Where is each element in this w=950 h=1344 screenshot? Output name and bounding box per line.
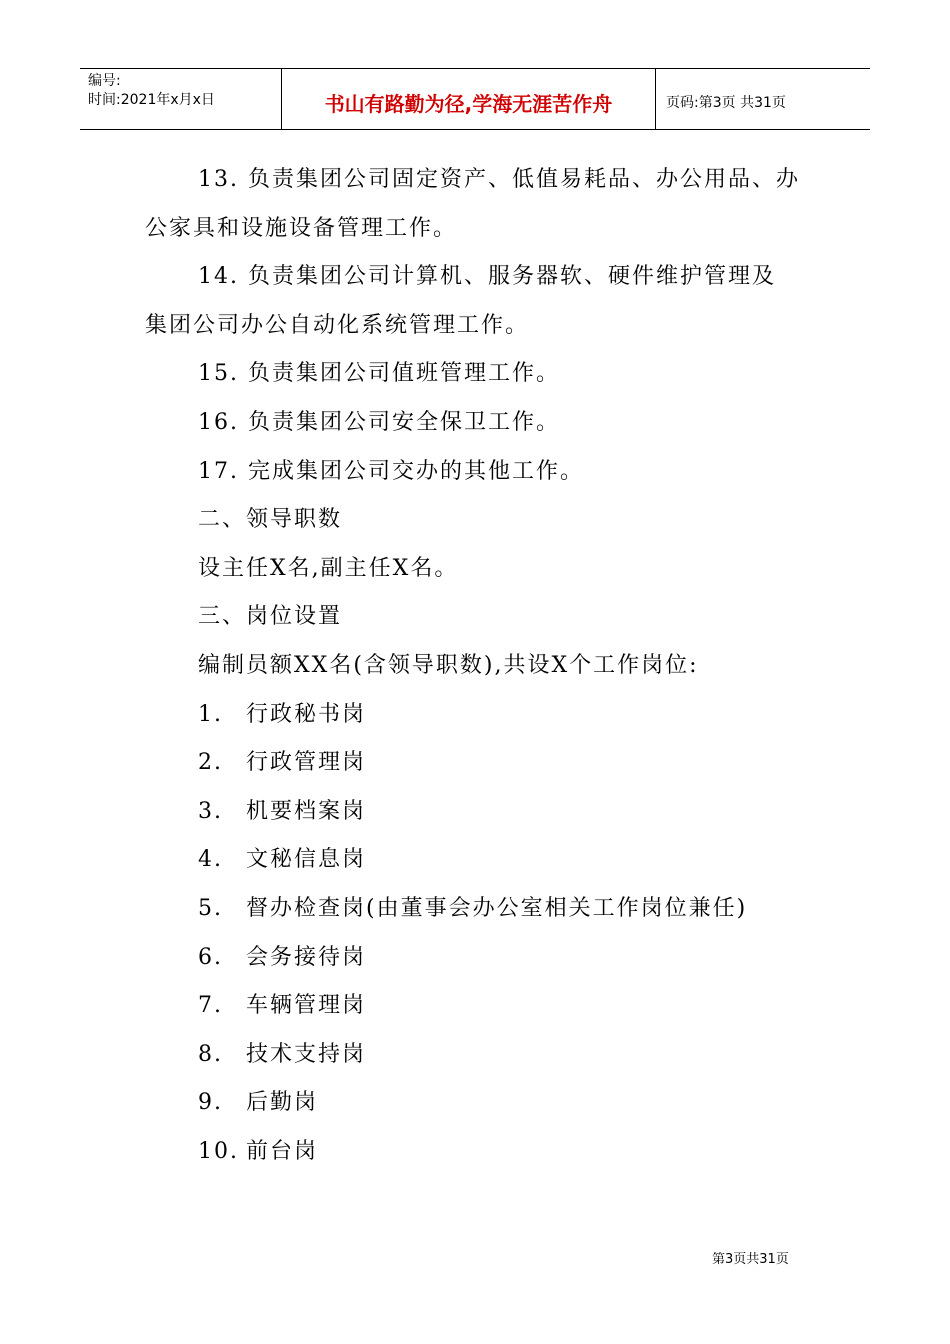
list-item-number: 1. — [198, 701, 223, 727]
list-item-number: 3. — [198, 798, 223, 824]
document-header — [80, 68, 870, 130]
section-3-text: 编制员额XX名(含领导职数),共设X个工作岗位: — [198, 652, 699, 678]
header-page-number: 页码:第3页 共31页 — [666, 95, 786, 111]
paragraph-17: 17. 完成集团公司交办的其他工作。 — [198, 458, 584, 484]
list-item-number: 6. — [198, 944, 223, 970]
list-item-number: 7. — [198, 993, 223, 1019]
list-item-label: 行政秘书岗 — [246, 701, 367, 727]
list-item — [145, 1031, 815, 1080]
section-3-heading: 三、岗位设置 — [198, 604, 343, 630]
list-item — [145, 788, 815, 837]
list-item-label: 前台岗 — [246, 1138, 319, 1164]
list-item — [145, 885, 815, 934]
list-item — [145, 691, 815, 740]
list-item-number: 2. — [198, 750, 223, 776]
paragraph-15: 15. 负责集团公司值班管理工作。 — [198, 361, 560, 387]
paragraph-13-line-2: 公家具和设施设备管理工作。 — [145, 215, 458, 241]
list-item-number: 9. — [198, 1090, 223, 1116]
list-item-label: 车辆管理岗 — [246, 993, 367, 1019]
list-item-label: 机要档案岗 — [246, 798, 367, 824]
document-body — [145, 156, 815, 1176]
paragraph-13-line-1: 13. 负责集团公司固定资产、低值易耗品、办公用品、办 — [198, 167, 800, 192]
list-item-number: 8. — [198, 1041, 223, 1067]
list-item — [145, 1128, 815, 1177]
list-item-number: 4. — [198, 847, 223, 873]
section-2-text: 设主任X名,副主任X名。 — [198, 555, 459, 581]
paragraph-14-line-1: 14. 负责集团公司计算机、服务器软、硬件维护管理及 — [198, 264, 776, 290]
list-item — [145, 934, 815, 983]
paragraph-14-line-2: 集团公司办公自动化系统管理工作。 — [145, 312, 530, 338]
list-item — [145, 836, 815, 885]
header-time: 时间:2021年x月x日 — [88, 92, 215, 108]
list-item-label: 后勤岗 — [246, 1090, 319, 1116]
section-2-heading: 二、领导职数 — [198, 507, 343, 533]
list-item — [145, 1079, 815, 1128]
list-item-label: 文秘信息岗 — [246, 847, 367, 873]
position-list — [145, 691, 815, 1177]
page-footer: 第3页共31页 — [712, 1252, 789, 1267]
list-item — [145, 982, 815, 1031]
header-motto: 书山有路勤为径,学海无涯苦作舟 — [282, 69, 656, 129]
list-item — [145, 739, 815, 788]
list-item-number: 10. — [198, 1138, 239, 1164]
list-item-label: 行政管理岗 — [246, 750, 367, 776]
header-meta-cell — [80, 69, 282, 129]
list-item-label: 技术支持岗 — [246, 1041, 367, 1067]
paragraph-16: 16. 负责集团公司安全保卫工作。 — [198, 409, 560, 435]
list-item-label: 督办检查岗(由董事会办公室相关工作岗位兼任) — [246, 895, 748, 921]
list-item-number: 5. — [198, 895, 223, 921]
header-number: 编号: — [88, 73, 121, 89]
list-item-label: 会务接待岗 — [246, 944, 367, 970]
